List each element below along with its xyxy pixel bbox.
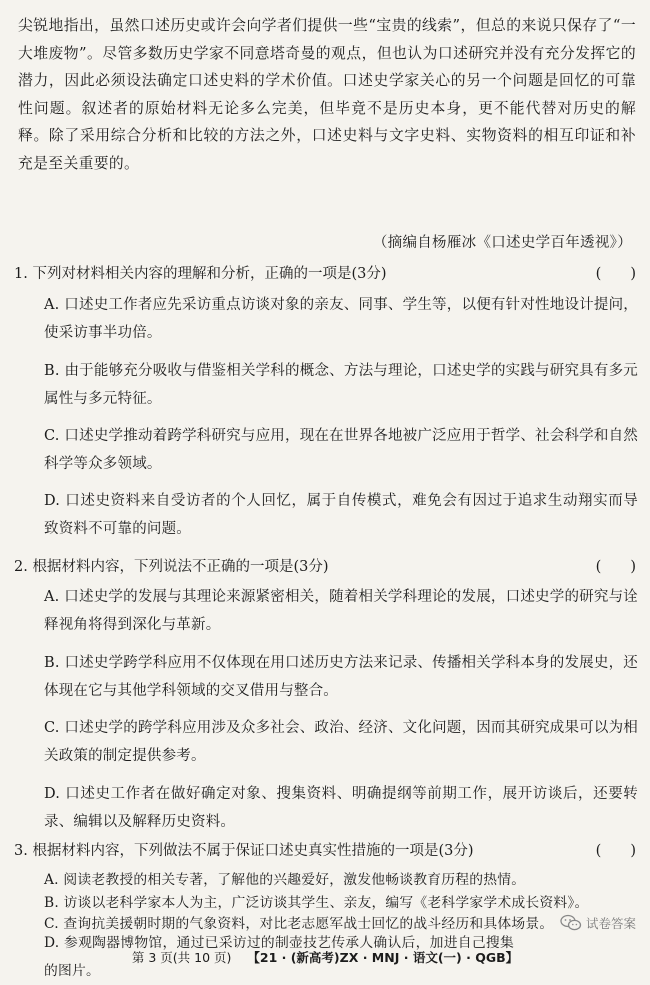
passage-source: （摘编自杨雁冰《口述史学百年透视》） bbox=[372, 235, 632, 251]
question-2-stem bbox=[14, 553, 636, 581]
question-1-option-c: C. 口述史学推动着跨学科研究与应用，现在在世界各地被广泛应用于哲学、社会科学和自然科学等众多领域。 bbox=[44, 428, 638, 472]
question-1-option-d: D. 口述史资料来自受访者的个人回忆，属于自传模式，难免会有因过于追求生动翔实而导致资料不可靠的问题。 bbox=[44, 493, 638, 537]
wechat-icon bbox=[560, 914, 582, 932]
question-2-option-b: B. 口述史学跨学科应用不仅体现在用口述历史方法来记录、传播相关学科本身的发展史，还体现在它与其他学科领域的交叉借用与整合。 bbox=[44, 655, 638, 699]
question-3-option-b: B. 访谈以老科学家本人为主，广泛访谈其学生、亲友，编写《老科学家学术成长资料》。 bbox=[44, 895, 589, 911]
paper-code: 【21 · (新高考)ZX · MNJ · bbox=[247, 950, 413, 965]
answer-bracket: ( ) bbox=[595, 266, 636, 282]
question-1-option-b: B. 由于能够充分吸收与借鉴相关学科的概念、方法与理论，口述史学的实践与研究具有多元属性与多元特征。 bbox=[44, 363, 638, 407]
subject-label: 语文(一) · QGB】 bbox=[412, 950, 519, 965]
question-stem-text: 3. 根据材料内容，下列做法不属于保证口述史真实性措施的一项是(3分) bbox=[14, 843, 474, 859]
question-1-option-a: A. 口述史工作者应先采访重点访谈对象的亲友、同事、学生等，以便有针对性地设计提问，使采访事半功倍。 bbox=[44, 297, 638, 341]
question-2-option-c: C. 口述史学的跨学科应用涉及众多社会、政治、经济、文化问题，因而其研究成果可以为相关政策的制定提供参考。 bbox=[44, 720, 638, 764]
question-3-option-d: D. 参观陶器博物馆，通过已采访过的制壶技艺传承人确认后，加进自己搜集的图片。 bbox=[44, 935, 514, 979]
answer-bracket: ( ) bbox=[595, 843, 636, 859]
passage-text: 尖锐地指出，虽然口述历史或许会向学者们提供一些“宝贵的线索”，但总的来说只保存了“一大堆废物”。尽管多数历史学家不同意塔奇曼的观点，但也认为口述研究并没有充分发挥它的潜力，因此必须设法确定口述史料的学术价值。口述史学家关心的另一个问题是回忆的可靠性问题。叙述者的原始材料无论多么完美，但毕竟不是历史本身，更不能代替对历史的解释。除了采用综合分析和比较的方法之外，口述史料与文字史料、实物资料的相互印证和补充是至关重要的。 bbox=[18, 17, 636, 172]
question-3-stem bbox=[14, 837, 636, 865]
question-3-option-a: A. 阅读老教授的相关专著，了解他的兴趣爱好，激发他畅谈教育历程的热情。 bbox=[44, 872, 526, 888]
question-2-option-a: A. 口述史学的发展与其理论来源紧密相关，随着相关学科理论的发展，口述史学的研究与诠释视角将得到深化与革新。 bbox=[44, 589, 638, 633]
answer-bracket: ( ) bbox=[595, 559, 636, 575]
question-3-option-c: C. 查询抗美援朝时期的气象资料，对比老志愿军战士回忆的战斗经历和具体场景。 bbox=[44, 916, 554, 932]
page-footer bbox=[0, 948, 650, 966]
page-number: 第 3 页(共 10 页) bbox=[131, 950, 232, 965]
question-stem-text: 1. 下列对材料相关内容的理解和分析，正确的一项是(3分) bbox=[14, 266, 387, 282]
watermark bbox=[560, 914, 636, 932]
question-2-option-d: D. 口述史工作者在做好确定对象、搜集资料、明确提纲等前期工作，展开访谈后，还要转录、编辑以及解释历史资料。 bbox=[44, 786, 638, 830]
question-stem-text: 2. 根据材料内容，下列说法不正确的一项是(3分) bbox=[14, 559, 329, 575]
watermark-text: 试卷答案 bbox=[585, 916, 636, 931]
question-1-stem bbox=[14, 260, 636, 288]
